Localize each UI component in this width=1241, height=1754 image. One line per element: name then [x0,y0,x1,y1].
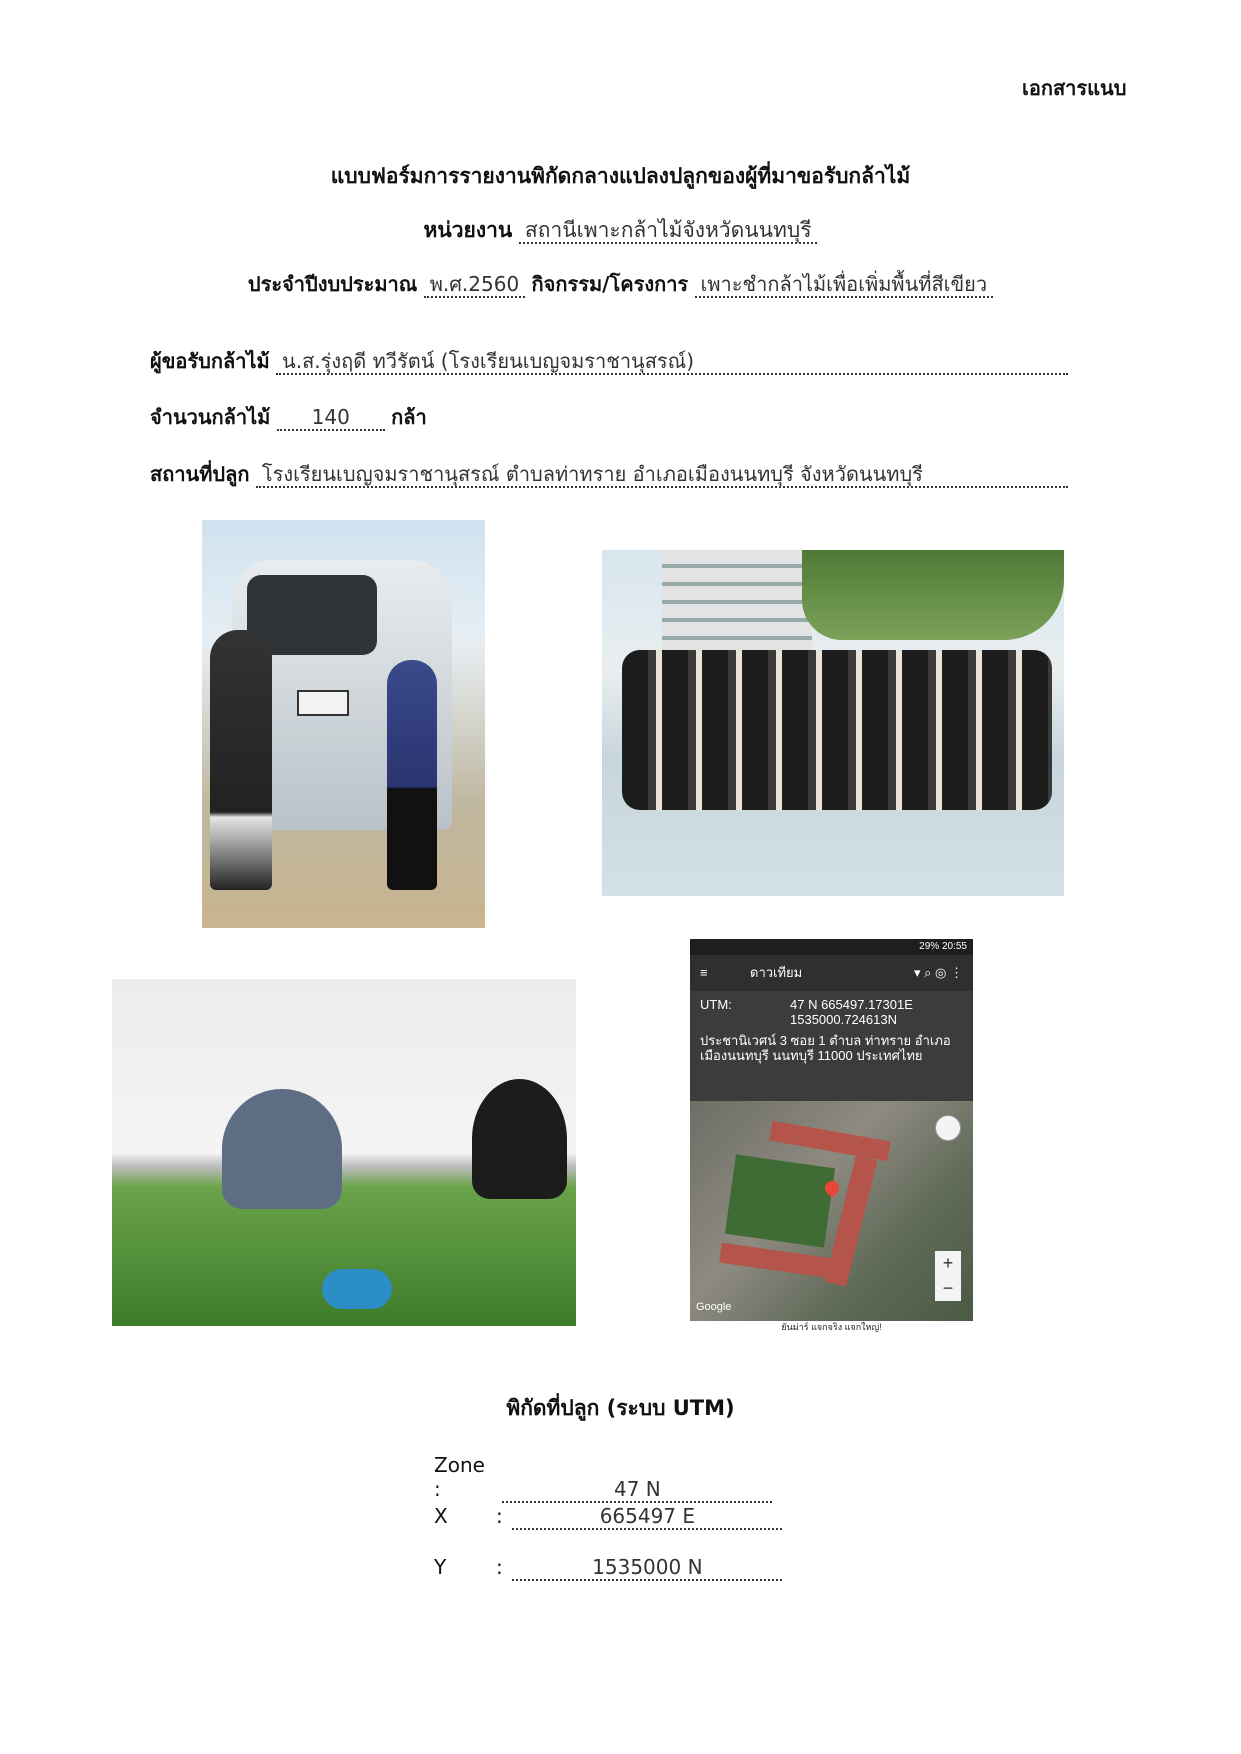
compass-icon [935,1115,961,1141]
recipient-value: น.ส.รุ่งฤดี ทวีรัตน์ (โรงเรียนเบญจมราชานุสรณ์) [276,350,1068,375]
toolbar-icons: ▾ ⌕ ◎ ⋮ [914,965,963,980]
menu-icon: ≡ [700,965,708,980]
utm-key: UTM: [700,997,732,1012]
phone-map-screenshot [690,939,973,1346]
google-logo: Google [696,1301,732,1313]
y-colon: : [496,1555,503,1579]
activity-label: กิจกรรม/โครงการ [531,272,689,296]
utm-title: พิกัดที่ปลูก (ระบบ UTM) [506,1396,735,1420]
utm-y-row [434,1555,782,1581]
count-label: จำนวนกล้าไม้ [150,405,271,429]
zone-label: Zone : [434,1453,485,1501]
x-label: X [434,1504,448,1528]
y-label: Y [434,1555,447,1579]
recipient-row [150,345,1068,377]
zoom-in-icon: + [942,1253,954,1273]
zoom-out-icon: − [942,1278,954,1298]
location-info-panel [690,991,973,1101]
roof-shape [769,1121,891,1162]
watering-can [322,1269,392,1309]
utm-x-row [434,1504,782,1530]
utm-northing: 1535000.724613N [790,1012,897,1027]
photo-van-handover [202,520,485,928]
map-app-bar [690,955,973,991]
person-figure [222,1089,342,1209]
zone-value: 47 N [502,1478,772,1503]
utm-easting: 47 N 665497.17301E [790,997,913,1012]
agency-line [0,214,1241,247]
x-value: 665497 E [512,1505,782,1530]
activity-value: เพาะชำกล้าไม้เพื่อเพิ่มพื้นที่สีเขียว [695,273,994,298]
budget-year: พ.ศ.2560 [424,273,526,298]
group-of-people [622,650,1052,810]
y-value: 1535000 N [512,1556,782,1581]
photo-group [602,550,1064,896]
person-figure [210,630,272,890]
count-unit: กล้า [391,405,427,429]
license-plate [297,690,349,716]
attachment-tag: เอกสารแนบ [1022,76,1127,100]
x-colon: : [496,1504,503,1528]
recipient-label: ผู้ขอรับกล้าไม้ [150,349,270,373]
roof-shape [719,1243,841,1280]
budget-label: ประจำปีงบประมาณ [247,272,418,296]
location-label: สถานที่ปลูก [150,462,250,486]
budget-line [0,268,1241,300]
agency-label: หน่วยงาน [423,218,513,242]
utm-zone-row [434,1453,772,1503]
zoom-controls [935,1251,961,1301]
map-type-title: ดาวเทียม [750,965,803,980]
form-title: แบบฟอร์มการรายงานพิกัดกลางแปลงปลูกของผู้ที่มาขอรับกล้าไม้ [330,164,911,188]
location-row [150,458,1068,490]
location-value: โรงเรียนเบญจมราชานุสรณ์ ตำบลท่าทราย อำเภอเมืองนนทบุรี จังหวัดนนทบุรี [256,463,1068,488]
phone-status-bar [690,939,973,955]
satellite-map [690,1101,973,1321]
count-value: 140 [277,406,385,431]
count-row [150,401,427,433]
agency-value: สถานีเพาะกล้าไม้จังหวัดนนทบุรี [519,218,818,244]
address-text: ประชานิเวศน์ 3 ซอย 1 ตำบล ท่าทราย อำเภอเมืองนนทบุรี นนทบุรี 11000 ประเทศไทย [700,1033,951,1063]
person-figure [472,1079,567,1199]
person-figure [387,660,437,890]
ad-banner: ยันม่าร์ แจกจริง แจกใหญ่! [690,1321,973,1346]
status-text: 29% 20:55 [919,941,967,952]
field-shape [725,1154,835,1247]
trees-shape [802,550,1064,640]
photo-planting [112,979,576,1326]
